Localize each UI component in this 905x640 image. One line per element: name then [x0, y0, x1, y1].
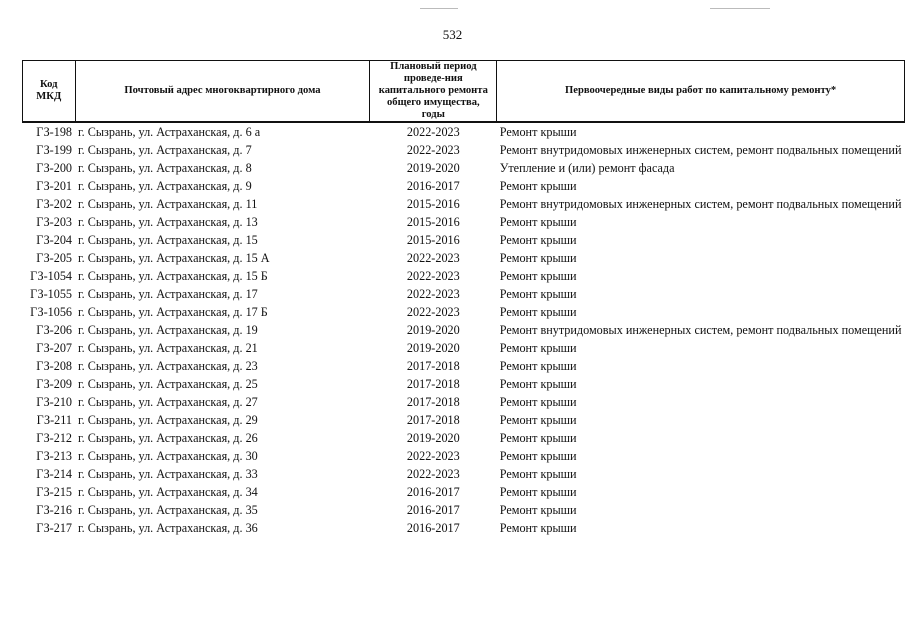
cell-code: ГЗ-200	[36, 161, 73, 175]
table-row	[23, 393, 905, 411]
cell-address: г. Сызрань, ул. Астраханская, д. 25	[78, 377, 258, 391]
cell-period: 2016-2017	[406, 521, 460, 535]
table-row	[23, 267, 905, 285]
cell-works: Ремонт крыши	[499, 467, 577, 481]
table-row	[23, 357, 905, 375]
cell-code: ГЗ-210	[36, 395, 73, 409]
cell-address: г. Сызрань, ул. Астраханская, д. 15 Б	[78, 269, 268, 283]
cell-works: Ремонт крыши	[499, 395, 577, 409]
cell-period: 2016-2017	[406, 503, 460, 517]
cell-period: 2015-2016	[406, 197, 460, 211]
table-row	[23, 321, 905, 339]
cell-code: ГЗ-202	[36, 197, 73, 211]
cell-address: г. Сызрань, ул. Астраханская, д. 17 Б	[78, 305, 268, 319]
cell-period: 2015-2016	[406, 233, 460, 247]
table-row	[23, 519, 905, 537]
cell-period: 2019-2020	[406, 341, 460, 355]
cell-address: г. Сызрань, ул. Астраханская, д. 23	[78, 359, 258, 373]
cell-address: г. Сызрань, ул. Астраханская, д. 17	[78, 287, 258, 301]
cell-works: Ремонт крыши	[499, 503, 577, 517]
cell-period: 2019-2020	[406, 431, 460, 445]
cell-address: г. Сызрань, ул. Астраханская, д. 34	[78, 485, 258, 499]
cell-address: г. Сызрань, ул. Астраханская, д. 13	[78, 215, 258, 229]
cell-period: 2022-2023	[406, 125, 460, 139]
cell-address: г. Сызрань, ул. Астраханская, д. 35	[78, 503, 258, 517]
cell-code: ГЗ-209	[36, 377, 73, 391]
cell-period: 2019-2020	[406, 323, 460, 337]
cell-code: ГЗ-217	[36, 521, 73, 535]
table-row	[23, 213, 905, 231]
cell-address: г. Сызрань, ул. Астраханская, д. 11	[78, 197, 258, 211]
cell-address: г. Сызрань, ул. Астраханская, д. 15	[78, 233, 258, 247]
cell-address: г. Сызрань, ул. Астраханская, д. 7	[78, 143, 252, 157]
scan-artifact-marks	[420, 8, 780, 14]
cell-works: Ремонт крыши	[499, 521, 577, 535]
cell-works: Ремонт крыши	[499, 485, 577, 499]
cell-period: 2022-2023	[406, 449, 460, 463]
cell-code: ГЗ-205	[36, 251, 73, 265]
table-body	[23, 122, 905, 537]
cell-address: г. Сызрань, ул. Астраханская, д. 6 а	[78, 125, 261, 139]
table-row	[23, 141, 905, 159]
cell-works: Ремонт крыши	[499, 431, 577, 445]
cell-address: г. Сызрань, ул. Астраханская, д. 26	[78, 431, 258, 445]
table-row	[23, 339, 905, 357]
cell-code: ГЗ-201	[36, 179, 73, 193]
header-address: Почтовый адрес многоквартирного дома	[75, 61, 370, 123]
cell-address: г. Сызрань, ул. Астраханская, д. 30	[78, 449, 258, 463]
cell-address: г. Сызрань, ул. Астраханская, д. 8	[78, 161, 252, 175]
cell-code: ГЗ-211	[36, 413, 73, 427]
cell-works: Утепление и (или) ремонт фасада	[499, 161, 675, 175]
table-row	[23, 231, 905, 249]
cell-period: 2019-2020	[406, 161, 460, 175]
cell-period: 2022-2023	[406, 287, 460, 301]
cell-works: Ремонт внутридомовых инженерных систем, ремонт подвальных помещений	[499, 143, 902, 157]
cell-code: ГЗ-214	[36, 467, 73, 481]
cell-code: ГЗ-212	[36, 431, 73, 445]
cell-period: 2016-2017	[406, 179, 460, 193]
cell-code: ГЗ-213	[36, 449, 73, 463]
cell-works: Ремонт крыши	[499, 305, 577, 319]
cell-period: 2017-2018	[406, 359, 460, 373]
table-row	[23, 375, 905, 393]
table-row	[23, 447, 905, 465]
table-row	[23, 195, 905, 213]
cell-works: Ремонт крыши	[499, 377, 577, 391]
cell-works: Ремонт крыши	[499, 215, 577, 229]
cell-code: ГЗ-1055	[30, 287, 73, 301]
cell-address: г. Сызрань, ул. Астраханская, д. 36	[78, 521, 258, 535]
cell-code: ГЗ-206	[36, 323, 73, 337]
cell-code: ГЗ-198	[36, 125, 73, 139]
table-row	[23, 159, 905, 177]
cell-period: 2015-2016	[406, 215, 460, 229]
cell-period: 2022-2023	[406, 467, 460, 481]
cell-period: 2017-2018	[406, 413, 460, 427]
cell-works: Ремонт крыши	[499, 179, 577, 193]
cell-period: 2022-2023	[406, 143, 460, 157]
cell-period: 2017-2018	[406, 395, 460, 409]
cell-code: ГЗ-207	[36, 341, 73, 355]
table-row	[23, 501, 905, 519]
cell-address: г. Сызрань, ул. Астраханская, д. 21	[78, 341, 258, 355]
cell-address: г. Сызрань, ул. Астраханская, д. 27	[78, 395, 258, 409]
cell-address: г. Сызрань, ул. Астраханская, д. 15 А	[78, 251, 270, 265]
table-row	[23, 249, 905, 267]
cell-period: 2022-2023	[406, 305, 460, 319]
table-row	[23, 483, 905, 501]
cell-address: г. Сызрань, ул. Астраханская, д. 9	[78, 179, 252, 193]
cell-address: г. Сызрань, ул. Астраханская, д. 19	[78, 323, 258, 337]
table-row	[23, 429, 905, 447]
cell-period: 2016-2017	[406, 485, 460, 499]
cell-works: Ремонт крыши	[499, 251, 577, 265]
cell-works: Ремонт крыши	[499, 269, 577, 283]
table-row	[23, 285, 905, 303]
table-row	[23, 122, 905, 141]
repair-register-table	[22, 60, 905, 537]
table-row	[23, 465, 905, 483]
cell-works: Ремонт внутридомовых инженерных систем, ремонт подвальных помещений	[499, 323, 902, 337]
cell-works: Ремонт крыши	[499, 233, 577, 247]
cell-works: Ремонт крыши	[499, 287, 577, 301]
table-row	[23, 411, 905, 429]
cell-period: 2022-2023	[406, 269, 460, 283]
cell-works: Ремонт крыши	[499, 449, 577, 463]
cell-works: Ремонт крыши	[499, 341, 577, 355]
cell-works: Ремонт крыши	[499, 413, 577, 427]
header-period: Плановый период проведе-ния капитального ремонта общего имущества, годы	[370, 61, 497, 123]
cell-period: 2022-2023	[406, 251, 460, 265]
table-header-row	[23, 61, 905, 123]
cell-works: Ремонт крыши	[499, 359, 577, 373]
cell-works: Ремонт внутридомовых инженерных систем, ремонт подвальных помещений	[499, 197, 902, 211]
header-works: Первоочередные виды работ по капитальному ремонту*	[497, 61, 905, 123]
cell-code: ГЗ-208	[36, 359, 73, 373]
cell-address: г. Сызрань, ул. Астраханская, д. 33	[78, 467, 258, 481]
cell-code: ГЗ-1054	[30, 269, 73, 283]
table-row	[23, 177, 905, 195]
cell-code: ГЗ-216	[36, 503, 73, 517]
cell-period: 2017-2018	[406, 377, 460, 391]
cell-code: ГЗ-204	[36, 233, 73, 247]
header-code: Код МКД	[23, 61, 76, 123]
table-row	[23, 303, 905, 321]
cell-code: ГЗ-215	[36, 485, 73, 499]
cell-address: г. Сызрань, ул. Астраханская, д. 29	[78, 413, 258, 427]
cell-code: ГЗ-199	[36, 143, 73, 157]
cell-code: ГЗ-1056	[30, 305, 73, 319]
page-number: 532	[442, 27, 463, 42]
cell-code: ГЗ-203	[36, 215, 73, 229]
cell-works: Ремонт крыши	[499, 125, 577, 139]
